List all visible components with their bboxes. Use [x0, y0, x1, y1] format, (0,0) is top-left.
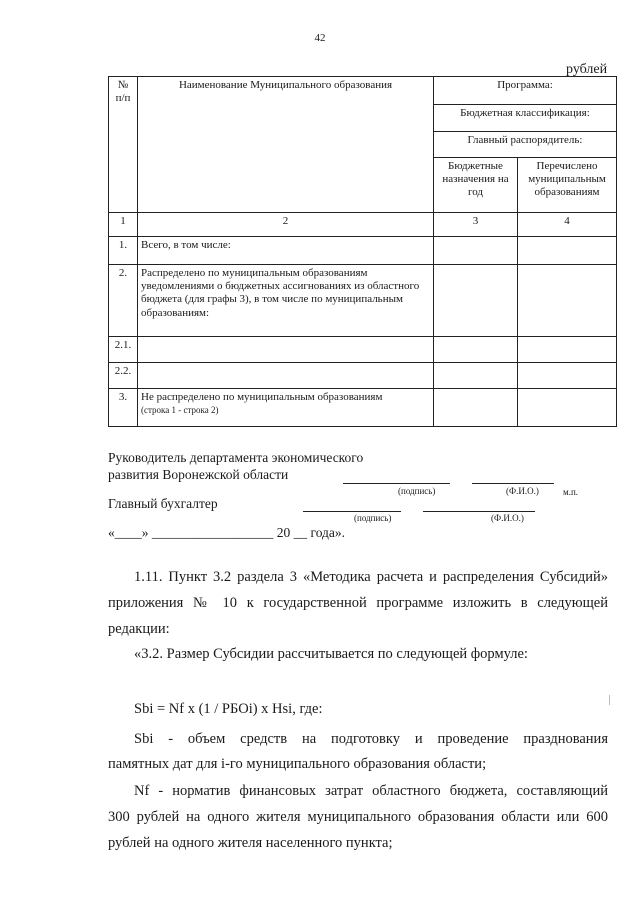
- col-number-1: 1: [109, 213, 138, 237]
- paragraph-2: «3.2. Размер Субсидии рассчитывается по следующей формуле:: [134, 646, 528, 662]
- head-signature-label: (подпись): [398, 486, 436, 496]
- table-row: [109, 363, 617, 389]
- row-num: 1.: [109, 237, 138, 265]
- row-transferred-cell: [518, 265, 617, 337]
- paragraph-4-line-3: рублей на одного жителя населенного пункта;: [108, 835, 393, 851]
- header-budget-assign: Бюджетные назначения на год: [434, 158, 518, 213]
- head-signature-line: [343, 483, 450, 484]
- header-budget-class: Бюджетная классификация:: [434, 105, 617, 132]
- row-num: 2.: [109, 265, 138, 337]
- table-row: [109, 337, 617, 363]
- accountant-signature-label: (подпись): [354, 513, 392, 523]
- report-table: [108, 76, 617, 427]
- head-title-line2: развития Воронежской области: [108, 467, 289, 482]
- paragraph-4-line-1: Nf - норматив финансовых затрат областного бюджета, составляющий: [134, 783, 608, 799]
- col-number-4: 4: [518, 213, 617, 237]
- table-row: [109, 237, 617, 265]
- row-transferred-cell: [518, 389, 617, 427]
- accountant-fio-line: [423, 511, 535, 512]
- page-number: 42: [314, 32, 326, 44]
- row-transferred-cell: [518, 363, 617, 389]
- header-num: № п/п: [109, 77, 138, 213]
- row-name: Всего, в том числе:: [138, 237, 434, 265]
- currency-label: рублей: [566, 62, 608, 77]
- header-program: Программа:: [434, 77, 617, 105]
- row-budget-cell: [434, 337, 518, 363]
- paragraph-1-line-2: приложения № 10 к государственной программе изложить в следующей: [108, 595, 608, 611]
- row-name: [138, 363, 434, 389]
- col-number-3: 3: [434, 213, 518, 237]
- paragraph-1-line-3: редакции:: [108, 621, 170, 637]
- paragraph-4-line-2: 300 рублей на одного жителя муниципального образования области или 600: [108, 809, 608, 825]
- head-fio-line: [472, 483, 554, 484]
- head-fio-label: (Ф.И.О.): [506, 486, 539, 496]
- row-num: 2.2.: [109, 363, 138, 389]
- paragraph-3-line-2: памятных дат для i-го муниципального образования области;: [108, 756, 487, 772]
- row-budget-cell: [434, 265, 518, 337]
- table-row: [109, 389, 617, 427]
- row-num: 2.1.: [109, 337, 138, 363]
- row-budget-cell: [434, 363, 518, 389]
- stamp-label: м.п.: [563, 487, 579, 497]
- row-name: [138, 337, 434, 363]
- accountant-signature-line: [303, 511, 401, 512]
- accountant-fio-label: (Ф.И.О.): [491, 513, 524, 523]
- row-num: 3.: [109, 389, 138, 427]
- row-budget-cell: [434, 389, 518, 427]
- accountant-title: Главный бухгалтер: [108, 496, 218, 511]
- row-name-text: Не распределено по муниципальным образованиям: [141, 391, 383, 403]
- header-chief-manager: Главный распорядитель:: [434, 132, 617, 158]
- paragraph-3-line-1: Sbi - объем средств на подготовку и проведение празднования: [134, 731, 608, 747]
- row-transferred-cell: [518, 237, 617, 265]
- row-budget-cell: [434, 237, 518, 265]
- row-name: Распределено по муниципальным образованиям уведомлениями о бюджетных ассигнованиях из областного бюджета (для графы 3), в том числе по муниципальным образованиям:: [138, 265, 434, 337]
- header-name: Наименование Муниципального образования: [138, 77, 434, 213]
- head-title-line1: Руководитель департамента экономического: [108, 450, 364, 465]
- table-row: [109, 265, 617, 337]
- margin-mark: [609, 695, 610, 705]
- row-transferred-cell: [518, 337, 617, 363]
- row-name-note: (строка 1 - строка 2): [141, 405, 219, 416]
- header-transferred: Перечислено муниципальным образованиям: [518, 158, 617, 213]
- formula: Sbi = Nf x (1 / РБОi) x Нsi, где:: [134, 701, 323, 717]
- date-line: «____» __________________ 20 __ года».: [108, 525, 346, 540]
- paragraph-1-line-1: 1.11. Пункт 3.2 раздела 3 «Методика расчета и распределения Субсидий»: [134, 569, 608, 585]
- row-name: [138, 389, 434, 427]
- col-number-2: 2: [138, 213, 434, 237]
